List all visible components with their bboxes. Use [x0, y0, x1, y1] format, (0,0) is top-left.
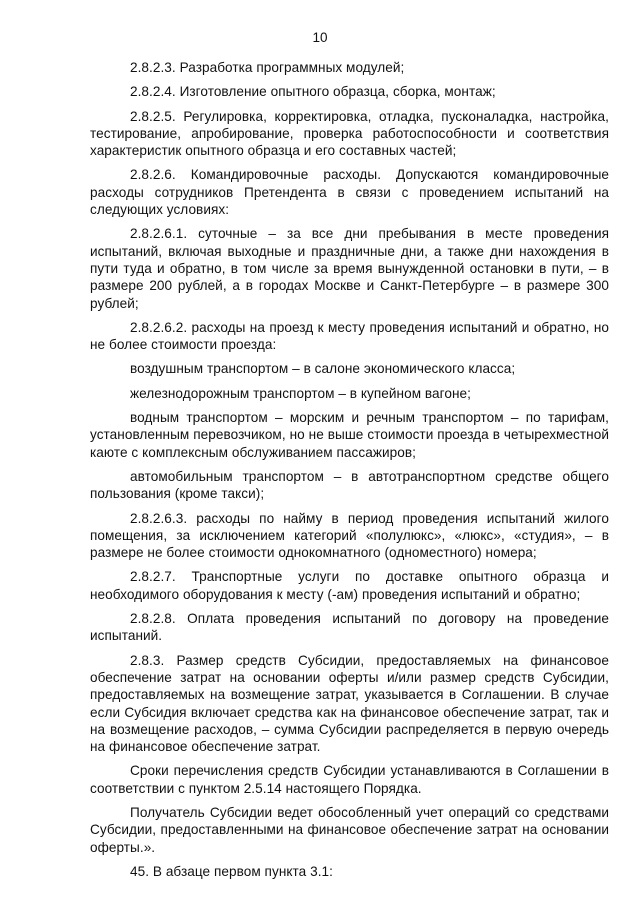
- paragraph-2-8-2-5: 2.8.2.5. Регулировка, корректировка, отладка, пусконаладка, настройка, тестирование, апробирование, проверка работоспособности и соответствия характеристик опытного образца и его составных частей;: [90, 108, 609, 159]
- paragraph-water-transport: водным транспортом – морским и речным транспортом – по тарифам, установленным перевозчиком, но не выше стоимости проезда в четырехместной каюте с комплексным обслуживанием пассажиров;: [90, 410, 609, 460]
- paragraph-road-transport: автомобильным транспортом – в автотранспортном средстве общего пользования (кроме такси);: [90, 468, 609, 502]
- paragraph-rail-transport: железнодорожным транспортом – в купейном вагоне;: [130, 385, 471, 401]
- document-body: [90, 59, 609, 887]
- paragraph-2-8-2-7: 2.8.2.7. Транспортные услуги по доставке опытного образца и необходимого оборудования к месту (-ам) проведения испытаний и обратно;: [90, 569, 609, 602]
- paragraph-2-8-2-6-2: 2.8.2.6.2. расходы на проезд к месту проведения испытаний и обратно, но не более стоимости проезда:: [90, 319, 609, 353]
- paragraph-2-8-2-6-1: 2.8.2.6.1. суточные – за все дни пребывания в месте проведения испытаний, включая выходные и праздничные дни, а также дни нахождения в пути туда и обратно, в том числе за время вынужденной остановки в пути, – в размере 200 рублей, а в городах Москве и Санкт-Петербурге – в размере 300 рублей;: [90, 226, 609, 311]
- paragraph-2-8-2-6: 2.8.2.6. Командировочные расходы. Допускаются командировочные расходы сотрудников Претендента в связи с проведением испытаний на следующих условиях:: [90, 167, 609, 218]
- paragraph-payment-terms: Сроки перечисления средств Субсидии устанавливаются в Соглашении в соответствии с пунктом 2.5.14 настоящего Порядка.: [90, 763, 609, 796]
- paragraph-separate-accounting: Получатель Субсидии ведет обособленный учет операций со средствами Субсидии, предоставленными на финансовое обеспечение затрат на основании оферты.».: [90, 804, 609, 855]
- paragraph-2-8-2-6-3: 2.8.2.6.3. расходы по найму в период проведения испытаний жилого помещения, за исключением категорий «полулюкс», «люкс», «студия», – в размере не более стоимости однокомнатного (одноместного) номера;: [90, 510, 609, 561]
- paragraph-2-8-3: 2.8.3. Размер средств Субсидии, предоставляемых на финансовое обеспечение затрат на основании оферты и/или размер средств Субсидии, предоставляемых на возмещение затрат, указывается в Соглашении. В случае если Субсидия включает средства как на финансовое обеспечение затрат, так и на возмещение расходов, – сумма Субсидии распределяется в первую очередь на финансовое обеспечение затрат.: [90, 652, 609, 755]
- page-number: 10: [312, 30, 328, 45]
- paragraph-2-8-2-4: 2.8.2.4. Изготовление опытного образца, сборка, монтаж;: [130, 84, 496, 100]
- paragraph-item-45: 45. В абзаце первом пункта 3.1:: [130, 863, 333, 879]
- paragraph-air-transport: воздушным транспортом – в салоне экономического класса;: [130, 361, 516, 377]
- paragraph-2-8-2-8: 2.8.2.8. Оплата проведения испытаний по договору на проведение испытаний.: [90, 611, 609, 644]
- paragraph-2-8-2-3: 2.8.2.3. Разработка программных модулей;: [130, 60, 405, 75]
